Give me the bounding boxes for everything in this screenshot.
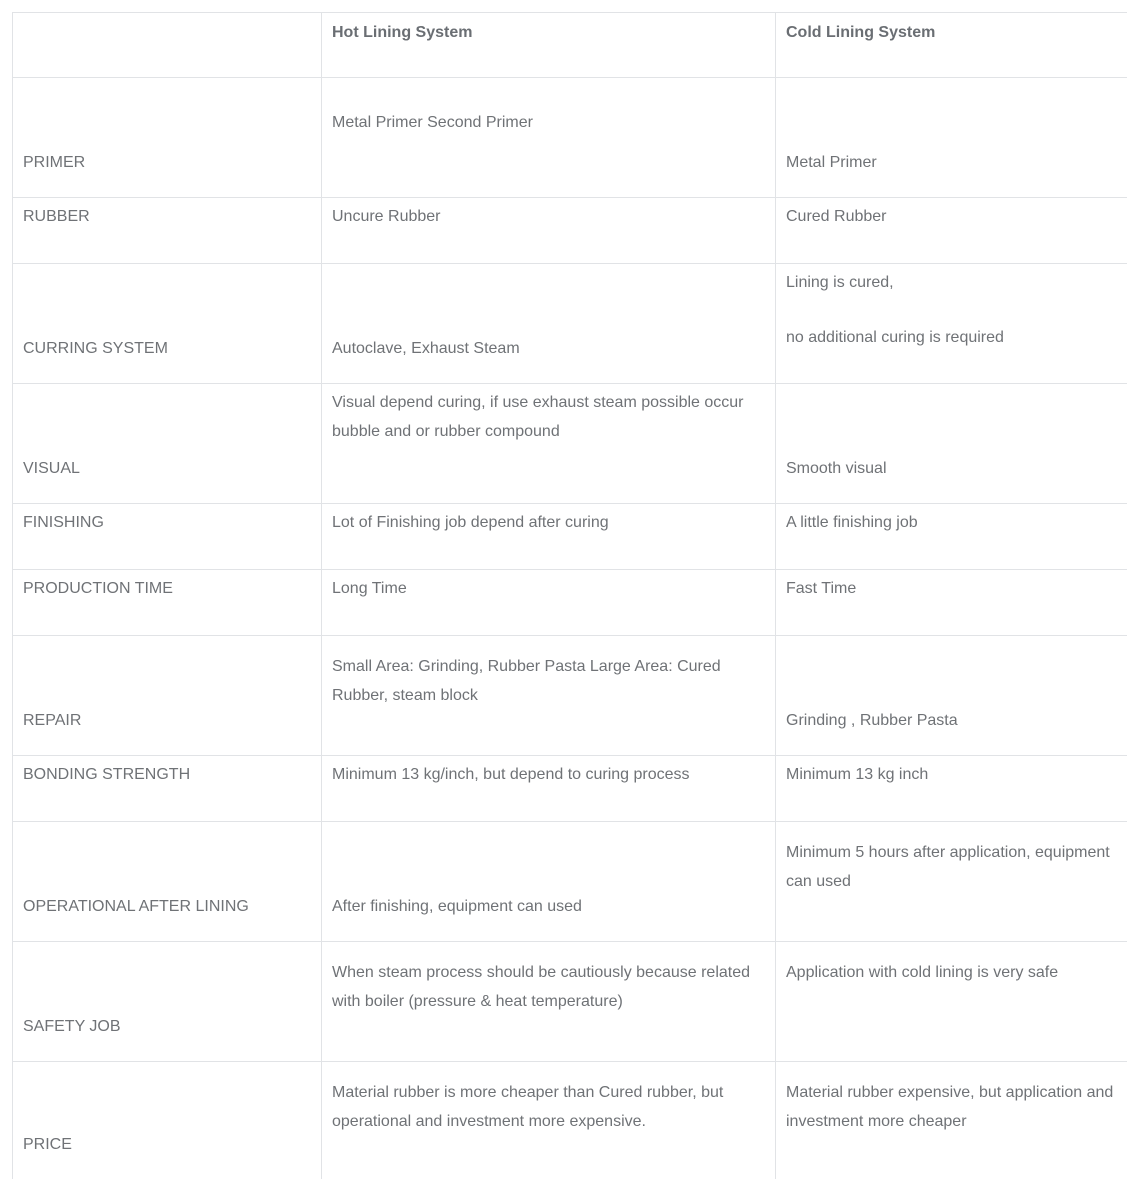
row-label: RUBBER — [13, 198, 322, 264]
table-row-price — [13, 1062, 1127, 1179]
hot-value: Lot of Finishing job depend after curing — [322, 504, 776, 570]
table-row-curring-system — [13, 264, 1127, 384]
comparison-table-wrapper — [12, 12, 1127, 1179]
table-row-finishing — [13, 504, 1127, 570]
hot-value: When steam process should be cautiously because related with boiler (pressure & heat temperature) — [322, 942, 776, 1062]
row-label: SAFETY JOB — [13, 942, 322, 1062]
hot-value: After finishing, equipment can used — [322, 822, 776, 942]
hot-value: Metal Primer Second Primer — [322, 78, 776, 198]
table-row-visual — [13, 384, 1127, 504]
header-empty-cell — [13, 13, 322, 78]
row-label: FINISHING — [13, 504, 322, 570]
hot-value: Autoclave, Exhaust Steam — [322, 264, 776, 384]
cold-value: Fast Time — [776, 570, 1127, 636]
cold-value: A little finishing job — [776, 504, 1127, 570]
hot-value: Visual depend curing, if use exhaust steam possible occur bubble and or rubber compound — [322, 384, 776, 504]
table-row-operational-after-lining — [13, 822, 1127, 942]
cold-value: Grinding , Rubber Pasta — [776, 636, 1127, 756]
cold-value-line2: no additional curing is required — [786, 329, 1004, 346]
row-label: BONDING STRENGTH — [13, 756, 322, 822]
cold-value-line1: Lining is cured, — [786, 274, 894, 291]
hot-value: Small Area: Grinding, Rubber Pasta Large Area: Cured Rubber, steam block — [322, 636, 776, 756]
header-hot-lining: Hot Lining System — [322, 13, 776, 78]
row-label: PRICE — [13, 1062, 322, 1179]
table-row-repair — [13, 636, 1127, 756]
header-cold-lining: Cold Lining System — [776, 13, 1127, 78]
cold-value: Material rubber expensive, but application and investment more cheaper — [776, 1062, 1127, 1179]
hot-value: Uncure Rubber — [322, 198, 776, 264]
table-row-safety-job — [13, 942, 1127, 1062]
cold-value: Minimum 13 kg inch — [776, 756, 1127, 822]
cold-value: Minimum 5 hours after application, equipment can used — [776, 822, 1127, 942]
row-label: VISUAL — [13, 384, 322, 504]
hot-value: Minimum 13 kg/inch, but depend to curing process — [322, 756, 776, 822]
cold-value: Cured Rubber — [776, 198, 1127, 264]
cold-value — [776, 264, 1127, 384]
row-label: CURRING SYSTEM — [13, 264, 322, 384]
cold-value: Metal Primer — [776, 78, 1127, 198]
table-row-production-time — [13, 570, 1127, 636]
table-row-primer — [13, 78, 1127, 198]
hot-value: Material rubber is more cheaper than Cured rubber, but operational and investment more expensive. — [322, 1062, 776, 1179]
cold-value: Application with cold lining is very safe — [776, 942, 1127, 1062]
row-label: REPAIR — [13, 636, 322, 756]
hot-value: Long Time — [322, 570, 776, 636]
row-label: PRODUCTION TIME — [13, 570, 322, 636]
row-label: PRIMER — [13, 78, 322, 198]
lining-comparison-table — [12, 12, 1127, 1179]
table-header-row — [13, 13, 1127, 78]
table-row-rubber — [13, 198, 1127, 264]
cold-value: Smooth visual — [776, 384, 1127, 504]
table-row-bonding-strength — [13, 756, 1127, 822]
row-label: OPERATIONAL AFTER LINING — [13, 822, 322, 942]
